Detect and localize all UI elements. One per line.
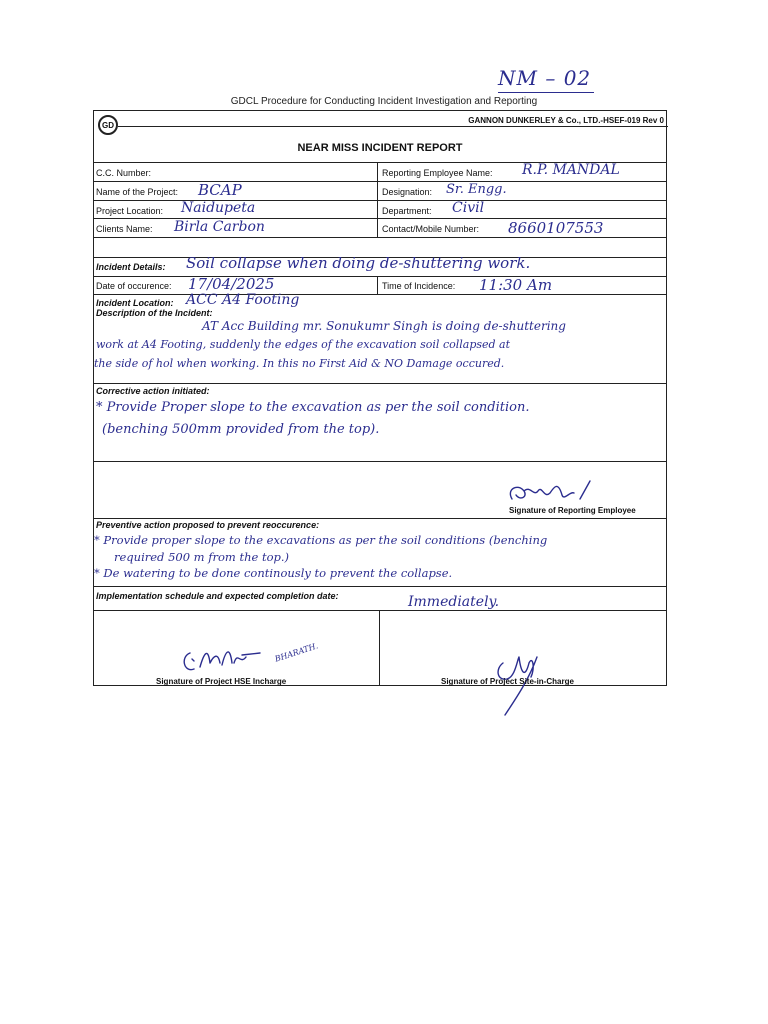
contact-label: Contact/Mobile Number: <box>382 224 480 234</box>
company-logo-icon: GD <box>98 115 118 135</box>
company-reference: GANNON DUNKERLEY & Co., LTD.-HSEF-019 Rev 0 <box>468 116 664 125</box>
column-divider <box>379 610 380 686</box>
row-divider <box>94 518 666 519</box>
corrective-line: * Provide Proper slope to the excavation as per the soil condition. <box>96 400 530 415</box>
row-divider <box>94 200 666 201</box>
row-divider <box>94 586 666 587</box>
corrective-label: Corrective action initiated: <box>96 386 210 396</box>
row-divider <box>94 461 666 462</box>
department-value: Civil <box>452 200 485 216</box>
description-line: AT Acc Building mr. Sonukumr Singh is doing de-shuttering <box>202 319 566 333</box>
row-divider <box>94 610 666 611</box>
near-miss-form <box>93 110 667 686</box>
row-divider <box>94 276 666 277</box>
implementation-label: Implementation schedule and expected completion date: <box>96 591 339 601</box>
hse-incharge-signature-label: Signature of Project HSE Incharge <box>156 677 287 686</box>
procedure-title: GDCL Procedure for Conducting Incident Investigation and Reporting <box>230 96 538 107</box>
hse-incharge-signature <box>180 643 270 675</box>
client-name-label: Clients Name: <box>96 224 153 234</box>
description-line: work at A4 Footing, suddenly the edges of the excavation soil collapsed at <box>96 338 511 351</box>
time-value: 11:30 Am <box>479 276 553 294</box>
site-in-charge-signature-label: Signature of Project Site-in-Charge <box>441 677 574 686</box>
designation-value: Sr. Engg. <box>446 182 507 197</box>
row-divider <box>94 181 666 182</box>
row-divider <box>94 383 666 384</box>
hse-incharge-name: BHARATH. <box>273 641 320 664</box>
project-location-label: Project Location: <box>96 206 164 216</box>
column-divider <box>377 162 378 237</box>
reporting-employee-value: R.P. MANDAL <box>522 162 620 178</box>
reporting-employee-signature <box>504 477 604 507</box>
reporting-employee-label: Reporting Employee Name: <box>382 168 493 178</box>
project-name-value: BCAP <box>198 181 242 199</box>
document-code: NM – 02 <box>498 66 592 90</box>
project-name-label: Name of the Project: <box>96 187 179 197</box>
designation-label: Designation: <box>382 187 433 197</box>
header-divider <box>118 126 668 127</box>
preventive-label: Preventive action proposed to prevent reoccurence: <box>96 520 320 530</box>
corrective-line: (benching 500mm provided from the top). <box>102 422 380 437</box>
preventive-line: * De watering to be done continously to prevent the collapse. <box>94 566 453 580</box>
implementation-value: Immediately. <box>408 594 500 610</box>
row-divider <box>94 294 666 295</box>
form-title: NEAR MISS INCIDENT REPORT <box>297 142 463 154</box>
document-code-underline <box>498 92 594 93</box>
preventive-line: * Provide proper slope to the excavations as per the soil conditions (benching <box>94 533 548 547</box>
preventive-line: required 500 m from the top.) <box>114 550 290 564</box>
incident-location-label: Incident Location: <box>96 298 174 308</box>
date-label: Date of occurence: <box>96 281 172 291</box>
time-label: Time of Incidence: <box>382 281 456 291</box>
cc-number-label: C.C. Number: <box>96 168 152 178</box>
incident-details-value: Soil collapse when doing de-shuttering work. <box>186 254 531 272</box>
incident-location-value: ACC A4 Footing <box>186 292 300 308</box>
contact-value: 8660107553 <box>508 219 604 237</box>
row-divider <box>94 237 666 238</box>
department-label: Department: <box>382 206 432 216</box>
reporting-employee-signature-label: Signature of Reporting Employee <box>509 506 636 515</box>
description-line: the side of hol when working. In this no First Aid & NO Damage occured. <box>94 357 505 370</box>
project-location-value: Naidupeta <box>181 200 256 216</box>
column-divider <box>377 276 378 294</box>
incident-details-label: Incident Details: <box>96 262 166 272</box>
description-label: Description of the Incident: <box>96 308 213 318</box>
client-name-value: Birla Carbon <box>174 219 265 235</box>
date-value: 17/04/2025 <box>188 275 275 293</box>
